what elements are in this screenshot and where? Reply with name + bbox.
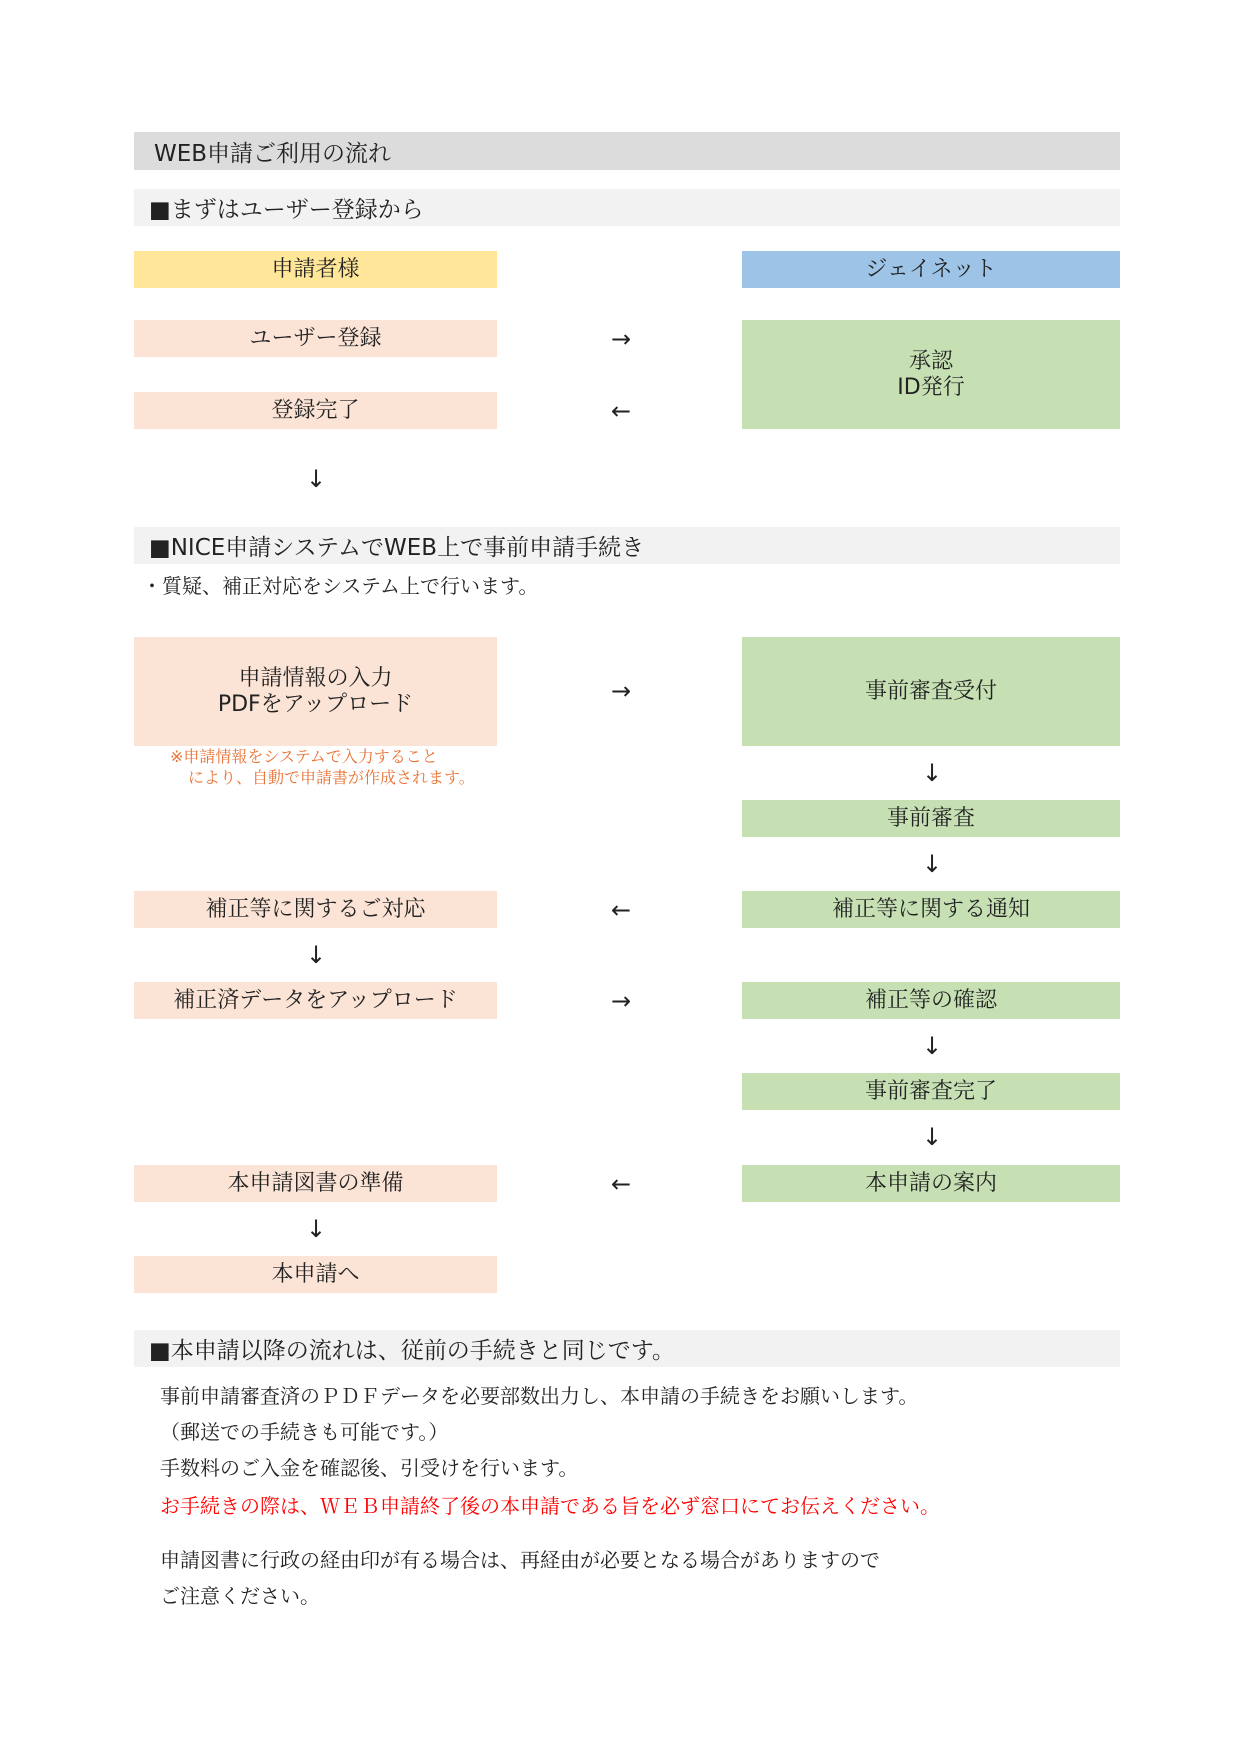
page-title xyxy=(134,132,1120,170)
section3-line5: 申請図書に行政の経由印が有る場合は、再経由が必要となる場合がありますので xyxy=(160,1548,880,1572)
upload-corrected-box xyxy=(134,982,497,1019)
arrow-down-icon: ↓ xyxy=(921,1032,943,1060)
section3-heading xyxy=(134,1330,1120,1367)
section3-line1: 事前申請審査済のＰＤＦデータを必要部数出力し、本申請の手続きをお願いします。 xyxy=(160,1384,919,1408)
arrow-left-icon: ← xyxy=(610,896,632,924)
section3-warning: お手続きの際は、ＷＥＢ申請終了後の本申請である旨を必ず窓口にてお伝えください。 xyxy=(160,1494,940,1518)
jnet-header xyxy=(742,251,1120,288)
main-application-guide-box xyxy=(742,1165,1120,1202)
section3-line6: ご注意ください。 xyxy=(160,1584,320,1608)
correction-check-text: 補正等の確認 xyxy=(864,987,997,1013)
main-docs-prep-text: 本申請図書の準備 xyxy=(227,1170,404,1196)
section1-heading xyxy=(134,189,1120,226)
pre-review-complete-box xyxy=(742,1073,1120,1110)
arrow-right-icon: → xyxy=(610,325,632,353)
correction-notice-text: 補正等に関する通知 xyxy=(831,896,1030,922)
input-upload-box xyxy=(134,637,497,746)
arrow-left-icon: ← xyxy=(610,397,632,425)
arrow-down-icon: ↓ xyxy=(305,1215,327,1243)
correction-response-box xyxy=(134,891,497,928)
auto-form-note xyxy=(170,746,500,788)
input-line1: 申請情報の入力 xyxy=(238,666,393,692)
to-main-application-text: 本申請へ xyxy=(271,1261,360,1287)
main-application-guide-text: 本申請の案内 xyxy=(864,1170,997,1196)
arrow-right-icon: → xyxy=(610,987,632,1015)
registration-complete-box xyxy=(134,392,497,429)
applicant-header-text: 申請者様 xyxy=(271,256,360,282)
note-line2: により、自動で申請書が作成されます。 xyxy=(188,768,475,787)
pre-review-complete-text: 事前審査完了 xyxy=(864,1078,997,1104)
correction-check-box xyxy=(742,982,1120,1019)
section3-heading-text: ■本申請以降の流れは、従前の手続きと同じです。 xyxy=(149,1338,675,1364)
approval-line2: ID発行 xyxy=(897,374,965,400)
section2-heading-text: ■NICE申請システムでWEB上で事前申請手続き xyxy=(149,535,645,561)
registration-complete-text: 登録完了 xyxy=(271,397,360,423)
user-registration-box xyxy=(134,320,497,357)
pre-review-reception-text: 事前審査受付 xyxy=(864,678,997,704)
section2-heading xyxy=(134,527,1120,564)
arrow-down-icon: ↓ xyxy=(305,465,327,493)
input-line2: PDFをアップロード xyxy=(217,691,414,717)
correction-response-text: 補正等に関するご対応 xyxy=(205,896,426,922)
arrow-down-icon: ↓ xyxy=(305,941,327,969)
main-docs-prep-box xyxy=(134,1165,497,1202)
pre-review-text: 事前審査 xyxy=(886,805,975,831)
approval-line1: 承認 xyxy=(908,349,953,375)
jnet-header-text: ジェイネット xyxy=(865,256,997,282)
section3-line2: （郵送での手続きも可能です。） xyxy=(160,1420,449,1444)
approval-box xyxy=(742,320,1120,429)
correction-notice-box xyxy=(742,891,1120,928)
arrow-down-icon: ↓ xyxy=(921,850,943,878)
pre-review-reception-box xyxy=(742,637,1120,746)
note-line1: ※申請情報をシステムで入力すること xyxy=(170,747,438,766)
user-registration-text: ユーザー登録 xyxy=(249,325,382,351)
page-title-text: WEB申請ご利用の流れ xyxy=(154,140,392,167)
arrow-right-icon: → xyxy=(610,677,632,705)
applicant-header xyxy=(134,251,497,288)
pre-review-box xyxy=(742,800,1120,837)
section2-bullet: ・質疑、補正対応をシステム上で行います。 xyxy=(142,574,539,598)
arrow-left-icon: ← xyxy=(610,1170,632,1198)
to-main-application-box xyxy=(134,1256,497,1293)
upload-corrected-text: 補正済データをアップロード xyxy=(173,987,458,1013)
section1-heading-text: ■まずはユーザー登録から xyxy=(149,197,424,223)
arrow-down-icon: ↓ xyxy=(921,759,943,787)
arrow-down-icon: ↓ xyxy=(921,1123,943,1151)
section3-line3: 手数料のご入金を確認後、引受けを行います。 xyxy=(160,1456,579,1480)
